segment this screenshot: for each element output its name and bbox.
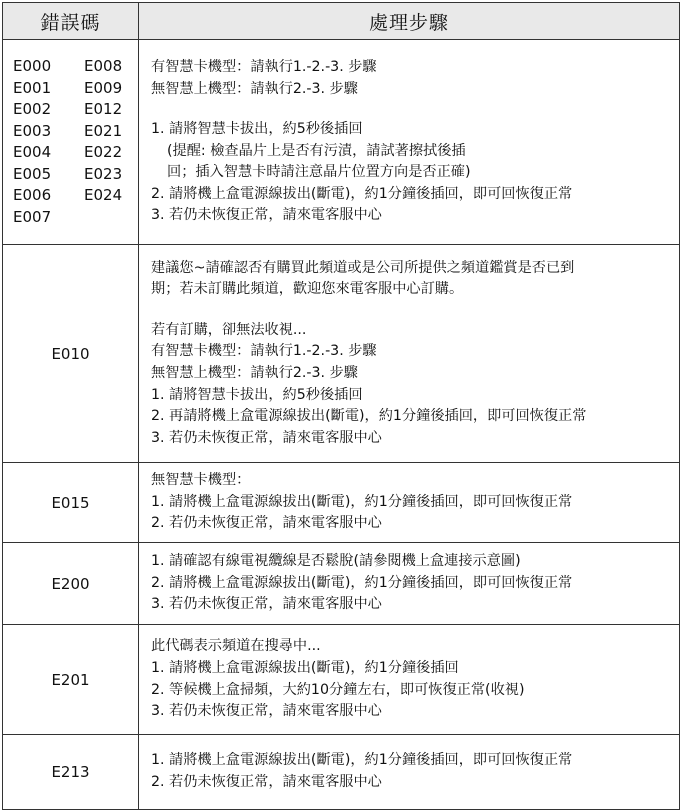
step-line: 1. 請將機上盒電源線拔出(斷電)，約1分鐘後插回，即可回恢復正常 — [151, 493, 573, 510]
error-code: E001 — [13, 78, 52, 97]
error-code-cell: E200 — [3, 543, 139, 625]
error-code: E024 — [84, 186, 123, 204]
table-row — [3, 543, 680, 625]
step-line: 2. 請將機上盒電源線拔出(斷電)，約1分鐘後插回，即可回恢復正常 — [151, 574, 573, 591]
step-line: 建議您~請確認否有購買此頻道或是公司所提供之頻道鑑賞是否已到 — [151, 259, 575, 276]
step-line: 2. 若仍未恢復正常，請來電客服中心 — [151, 774, 382, 790]
steps-cell — [139, 735, 680, 810]
step-line: 1. 請確認有線電視纜線是否鬆脫(請參閱機上盒連接示意圖) — [151, 553, 521, 570]
table-row — [3, 625, 680, 735]
step-line: 3. 若仍未恢復正常，請來電客服中心 — [151, 429, 382, 446]
steps-cell — [139, 543, 680, 625]
error-code: E009 — [84, 78, 123, 97]
step-line: 2. 再請將機上盒電源線拔出(斷電)，約1分鐘後插回，即可回恢復正常 — [151, 408, 587, 425]
step-line: 有智慧卡機型：請執行1.-2.-3. 步驟 — [151, 58, 377, 75]
error-code: E021 — [84, 121, 123, 140]
error-code: E012 — [84, 100, 123, 118]
error-code: E008 — [84, 57, 123, 75]
steps-cell — [139, 245, 680, 463]
error-code: E006 — [13, 186, 52, 204]
error-code: E004 — [13, 143, 52, 161]
step-note: (提醒: 檢查晶片上是否有污漬，請試著擦拭後插 — [167, 142, 466, 159]
step-line: 期；若未訂購此頻道，歡迎您來電客服中心訂購。 — [151, 281, 464, 298]
error-code-table — [2, 2, 680, 810]
blank-line — [151, 301, 679, 320]
step-line: 2. 若仍未恢復正常，請來電客服中心 — [151, 515, 382, 532]
step-line: 1. 請將機上盒電源線拔出(斷電)，約1分鐘後插回 — [151, 659, 459, 676]
step-line: 3. 若仍未恢復正常，請來電客服中心 — [151, 207, 382, 224]
table-row — [3, 735, 680, 810]
steps-cell — [139, 40, 680, 245]
header-error-code: 錯誤碼 — [3, 3, 139, 40]
error-code-list — [4, 56, 137, 228]
step-line: 3. 若仍未恢復正常，請來電客服中心 — [151, 596, 382, 613]
error-code: E005 — [13, 164, 52, 183]
step-line: 此代碼表示頻道在搜尋中... — [151, 638, 321, 655]
step-note: 回；插入智慧卡時請注意晶片位置方向是否正確) — [167, 164, 471, 181]
error-code-cell: E010 — [3, 245, 139, 463]
step-line: 3. 若仍未恢復正常，請來電客服中心 — [151, 703, 382, 720]
blank-line — [151, 100, 679, 119]
error-code: E003 — [13, 121, 52, 140]
error-code: E023 — [84, 164, 123, 183]
step-line: 無智慧上機型：請執行2.-3. 步驟 — [151, 365, 358, 381]
step-line: 無智慧卡機型： — [151, 472, 251, 489]
error-code: E000 — [13, 57, 52, 75]
error-code-cell — [3, 40, 139, 245]
error-code-cell: E015 — [3, 463, 139, 543]
step-line: 2. 等候機上盒掃頻，大約10分鐘左右，即可恢復正常(收視) — [151, 681, 525, 698]
error-code-cell: E201 — [3, 625, 139, 735]
step-line: 1. 請將智慧卡拔出，約5秒後插回 — [151, 386, 363, 403]
table-row — [3, 245, 680, 463]
steps-cell — [139, 463, 680, 543]
step-line: 1. 請將機上盒電源線拔出(斷電)，約1分鐘後插回，即可回恢復正常 — [151, 752, 573, 769]
step-line: 有智慧卡機型：請執行1.-2.-3. 步驟 — [151, 343, 377, 360]
error-code: E002 — [13, 100, 52, 118]
error-code: E007 — [13, 207, 52, 226]
step-line: 無智慧上機型：請執行2.-3. 步驟 — [151, 80, 358, 97]
step-line: 2. 請將機上盒電源線拔出(斷電)，約1分鐘後插回，即可回恢復正常 — [151, 185, 573, 202]
error-code-cell: E213 — [3, 735, 139, 810]
table-row — [3, 463, 680, 543]
steps-cell — [139, 625, 680, 735]
error-code-table-container — [2, 2, 680, 810]
step-line: 若有訂購，卻無法收視... — [151, 321, 307, 338]
header-steps: 處理步驟 — [139, 3, 680, 40]
header-row — [3, 3, 680, 40]
table-row — [3, 40, 680, 245]
step-line: 1. 請將智慧卡拔出，約5秒後插回 — [151, 121, 363, 138]
error-code: E022 — [84, 143, 123, 161]
